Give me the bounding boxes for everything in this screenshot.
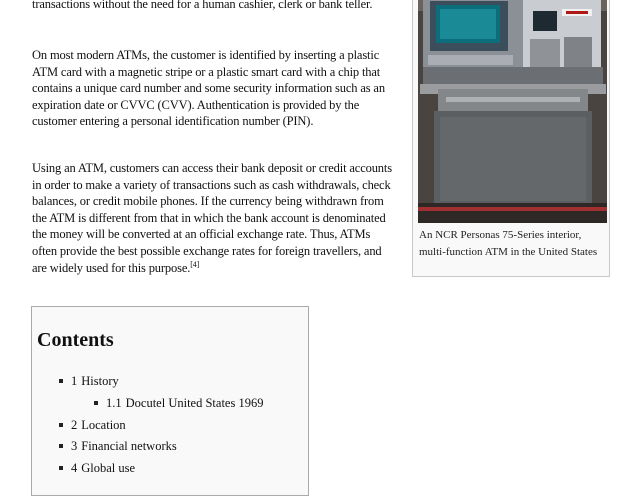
toc-number: 2	[71, 418, 78, 432]
figure-caption: An NCR Personas 75-Series interior, multi-function ATM in the United States	[419, 229, 598, 258]
bullet-icon	[94, 401, 98, 405]
toc-number: 1.1	[106, 396, 122, 410]
toc-item-location[interactable]	[71, 417, 126, 433]
toc-label: Financial networks	[81, 439, 177, 453]
atm-figure	[412, 0, 610, 277]
table-of-contents	[31, 306, 309, 496]
atm-photo[interactable]	[418, 0, 607, 223]
bullet-icon	[59, 379, 63, 383]
toc-label: Docutel United States 1969	[125, 396, 264, 410]
toc-number: 4	[71, 461, 78, 475]
citation-4-link[interactable]: [4]	[190, 259, 200, 269]
toc-item-global-use[interactable]	[71, 460, 135, 476]
toc-label: History	[81, 374, 119, 388]
paragraph-usage	[32, 160, 397, 276]
paragraph-usage-text: Using an ATM, customers can access their bank deposit or credit accounts in order to make a variety of transactions such as cash withdrawals, check balances, or credit mobile phones. If the currency being withdrawn from the ATM is different from that in which the bank account is denominated the money will be converted at an official exchange rate. Thus, ATMs often provide the best possible exchange rates for foreign travellers, and are widely used for this purpose.	[32, 161, 392, 275]
toc-label: Global use	[81, 461, 136, 475]
paragraph-intro-end: transactions without the need for a human cashier, clerk or bank teller.	[32, 0, 373, 11]
toc-label: Location	[81, 418, 126, 432]
toc-item-docutel[interactable]	[106, 395, 263, 411]
toc-number: 1	[71, 374, 78, 388]
bullet-icon	[59, 423, 63, 427]
toc-item-history[interactable]	[71, 373, 119, 389]
bullet-icon	[59, 444, 63, 448]
toc-item-financial-networks[interactable]	[71, 438, 177, 454]
toc-title: Contents	[37, 329, 114, 351]
paragraph-identification: On most modern ATMs, the customer is identified by inserting a plastic ATM card with a magnetic stripe or a plastic smart card with a chip that contains a unique card number and some security information such as an expiration date or CVVC (CVV). Authentication is provided by the customer entering a personal identification number (PIN).	[32, 48, 385, 129]
bullet-icon	[59, 466, 63, 470]
toc-number: 3	[71, 439, 78, 453]
